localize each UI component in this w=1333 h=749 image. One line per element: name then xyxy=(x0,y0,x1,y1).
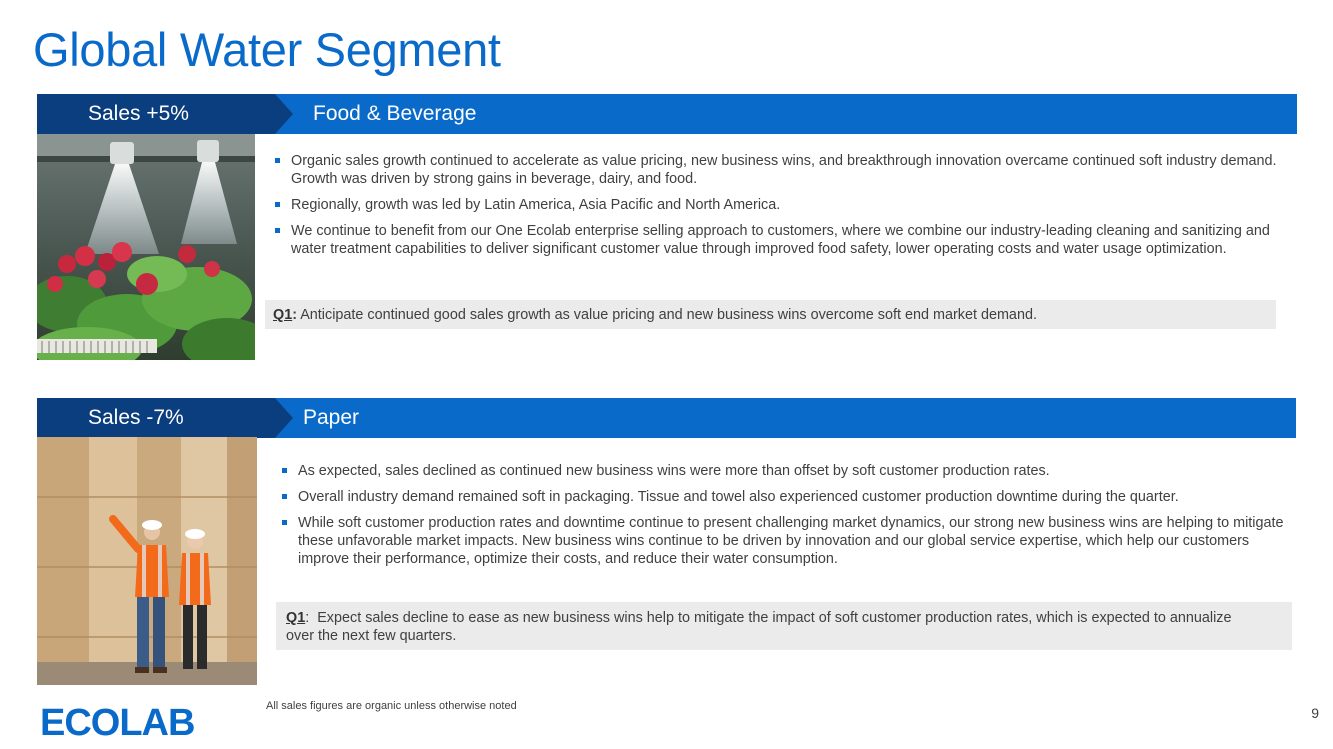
footnote: All sales figures are organic unless otherwise noted xyxy=(266,700,517,712)
food-beverage-bullets xyxy=(273,152,1283,266)
paper-q1-outlook: Q1: Expect sales decline to ease as new business wins help to mitigate the impact of soft customer production rates, which is expected to annualize over the next few quarters. xyxy=(276,602,1292,650)
bullet-icon xyxy=(282,494,287,499)
food-beverage-sales-label: Sales +5% xyxy=(88,102,189,125)
list-item: Regionally, growth was led by Latin America, Asia Pacific and North America. xyxy=(273,196,1283,214)
q1-text: Anticipate continued good sales growth as value pricing and new business wins overcome soft end market demand. xyxy=(297,307,1037,323)
bullet-icon xyxy=(275,158,280,163)
bullet-icon xyxy=(275,202,280,207)
q1-label: Q1 xyxy=(273,307,293,323)
q1-text: Expect sales decline to ease as new business wins help to mitigate the impact of soft customer production rates, which is expected to annualize over the next few quarters. xyxy=(286,610,1236,644)
paper-mill-workers-photo xyxy=(37,437,257,685)
paper-bullets xyxy=(280,462,1286,576)
list-item: We continue to benefit from our One Ecolab enterprise selling approach to customers, where we combine our industry-leading cleaning and sanitizing and water treatment capabilities to deliver significant customer value through improved food safety, lower operating costs and water usage optimization. xyxy=(273,222,1283,258)
list-item: As expected, sales declined as continued new business wins were more than offset by soft customer production rates. xyxy=(280,462,1286,480)
ecolab-logo xyxy=(40,702,215,747)
food-beverage-sales-badge xyxy=(37,94,275,134)
food-beverage-header-band xyxy=(255,94,1297,134)
q1-label: Q1 xyxy=(286,610,306,626)
page-number: 9 xyxy=(1311,705,1319,721)
page-title: Global Water Segment xyxy=(33,23,501,76)
food-beverage-header: Food & Beverage xyxy=(313,102,477,125)
radishes-washing-photo xyxy=(37,134,255,360)
list-item: While soft customer production rates and downtime continue to present challenging market dynamics, our strong new business wins are helping to mitigate these unfavorable market impacts. New business wins continue to be driven by innovation and our global service expertise, which help our customers improve their performance, optimize their costs, and reduce their water consumption. xyxy=(280,514,1286,568)
bullet-icon xyxy=(275,228,280,233)
paper-sales-badge xyxy=(37,398,275,438)
paper-header: Paper xyxy=(303,406,360,429)
list-item: Organic sales growth continued to accelerate as value pricing, new business wins, and breakthrough innovation overcame continued soft industry demand. Growth was driven by strong gains in beverage, dairy, and food. xyxy=(273,152,1283,188)
paper-sales-label: Sales -7% xyxy=(88,406,184,429)
list-item: Overall industry demand remained soft in packaging. Tissue and towel also experienced customer production downtime during the quarter. xyxy=(280,488,1286,506)
bullet-icon xyxy=(282,468,287,473)
paper-header-band xyxy=(255,398,1296,438)
svg-text:ECOLAB: ECOLAB xyxy=(40,702,195,742)
food-beverage-q1-outlook: Q1: Anticipate continued good sales growth as value pricing and new business wins overcome soft end market demand. xyxy=(265,300,1276,329)
bullet-icon xyxy=(282,520,287,525)
